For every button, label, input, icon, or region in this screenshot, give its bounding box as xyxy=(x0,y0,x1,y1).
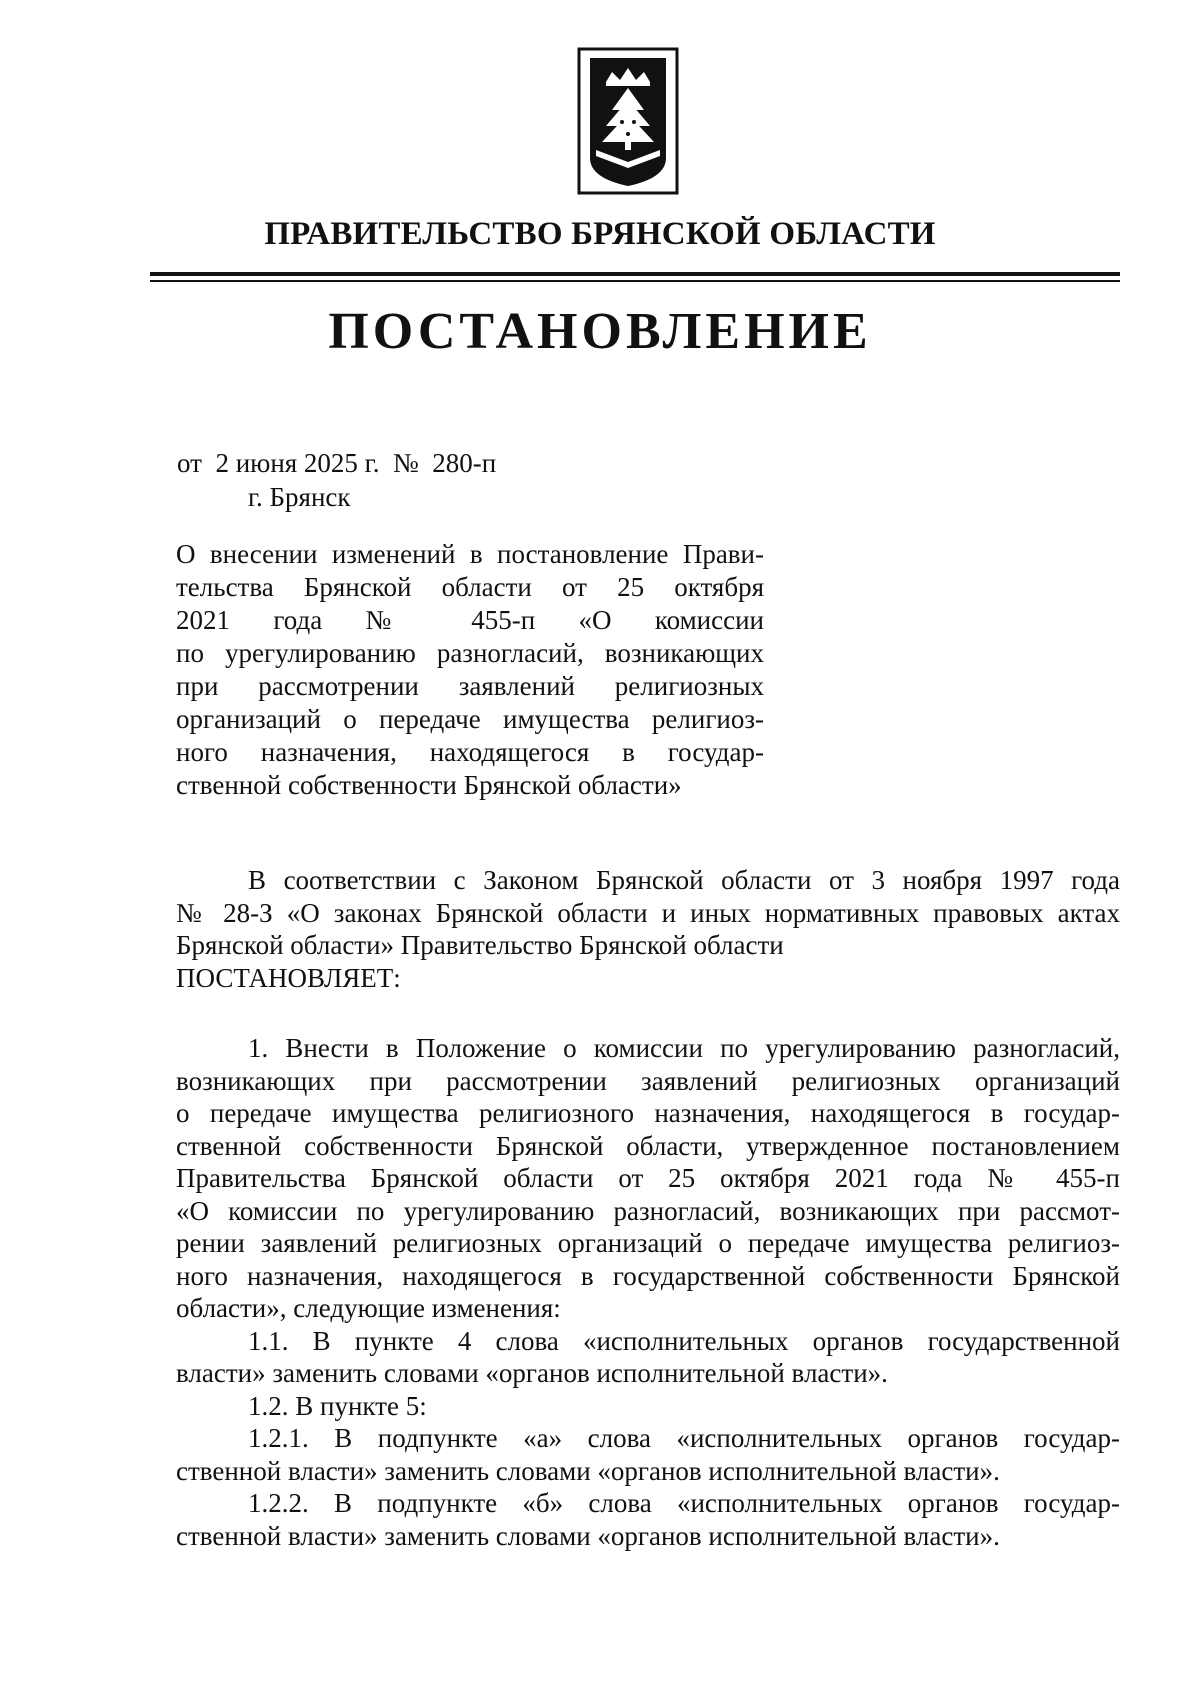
decree-line: ного назначения, находящегося в государственной собственности Брянской xyxy=(176,1260,1120,1291)
document-city: г. Брянск xyxy=(248,482,351,512)
decree-line: власти» заменить словами «органов исполнительной власти». xyxy=(176,1358,888,1388)
subject-line: тельства Брянской области от 25 октября xyxy=(176,572,764,602)
decree-line: о передаче имущества религиозного назначения, находящегося в государ- xyxy=(176,1098,1120,1128)
subject-line: по урегулированию разногласий, возникающих xyxy=(176,638,764,668)
preamble-line: № 28-З «О законах Брянской области и иных нормативных правовых актах xyxy=(176,897,1120,928)
preamble-line: В соответствии с Законом Брянской области от 3 ноября 1997 года xyxy=(248,865,1120,895)
subject-line: ного назначения, находящегося в государ- xyxy=(176,737,764,767)
decree-line: ственной власти» заменить словами «органов исполнительной власти». xyxy=(176,1520,1000,1551)
decree-line: 1.1. В пункте 4 слова «исполнительных органов государственной xyxy=(248,1325,1120,1356)
decree-line: 1.2.1. В подпункте «а» слова «исполнительных органов государ- xyxy=(248,1423,1120,1453)
decree-line: ственной власти» заменить словами «органов исполнительной власти». xyxy=(176,1455,1000,1486)
government-title: ПРАВИТЕЛЬСТВО БРЯНСКОЙ ОБЛАСТИ xyxy=(264,216,936,252)
header-rule-thin xyxy=(150,280,1120,282)
coat-of-arms-icon xyxy=(576,46,680,196)
subject-line: организаций о передаче имущества религиоз- xyxy=(176,704,764,734)
document-type-title: ПОСТАНОВЛЕНИЕ xyxy=(328,303,872,360)
preamble-line: Брянской области» Правительство Брянской области xyxy=(176,930,784,960)
decree-body xyxy=(176,1032,1120,1552)
document-date-number: от 2 июня 2025 г. № 280-п xyxy=(177,448,497,478)
decree-line: рении заявлений религиозных организаций о передаче имущества религиоз- xyxy=(176,1228,1120,1258)
header-rule-thick xyxy=(150,272,1120,276)
subject-line: О внесении изменений в постановление Прави- xyxy=(176,539,764,569)
subject-line: 2021 года № 455-п «О комиссии xyxy=(176,605,764,635)
decree-keyword: ПОСТАНОВЛЯЕТ: xyxy=(176,962,401,993)
subject-line: ственной собственности Брянской области» xyxy=(176,770,682,800)
decree-line: ственной собственности Брянской области, утвержденное постановлением xyxy=(176,1130,1120,1161)
decree-line: 1. Внести в Положение о комиссии по урегулированию разногласий, xyxy=(248,1033,1120,1063)
decree-line: 1.2.2. В подпункте «б» слова «исполнительных органов государ- xyxy=(248,1488,1120,1518)
subject-line: при рассмотрении заявлений религиозных xyxy=(176,671,764,701)
decree-line: 1.2. В пункте 5: xyxy=(248,1390,427,1421)
decree-line: Правительства Брянской области от 25 октября 2021 года № 455-п xyxy=(176,1163,1120,1193)
preamble-paragraph xyxy=(176,864,1120,994)
decree-line: «О комиссии по урегулированию разногласий, возникающих при рассмот- xyxy=(176,1195,1120,1226)
document-subject xyxy=(176,538,764,802)
decree-line: области», следующие изменения: xyxy=(176,1293,561,1323)
decree-line: возникающих при рассмотрении заявлений религиозных организаций xyxy=(176,1065,1120,1096)
